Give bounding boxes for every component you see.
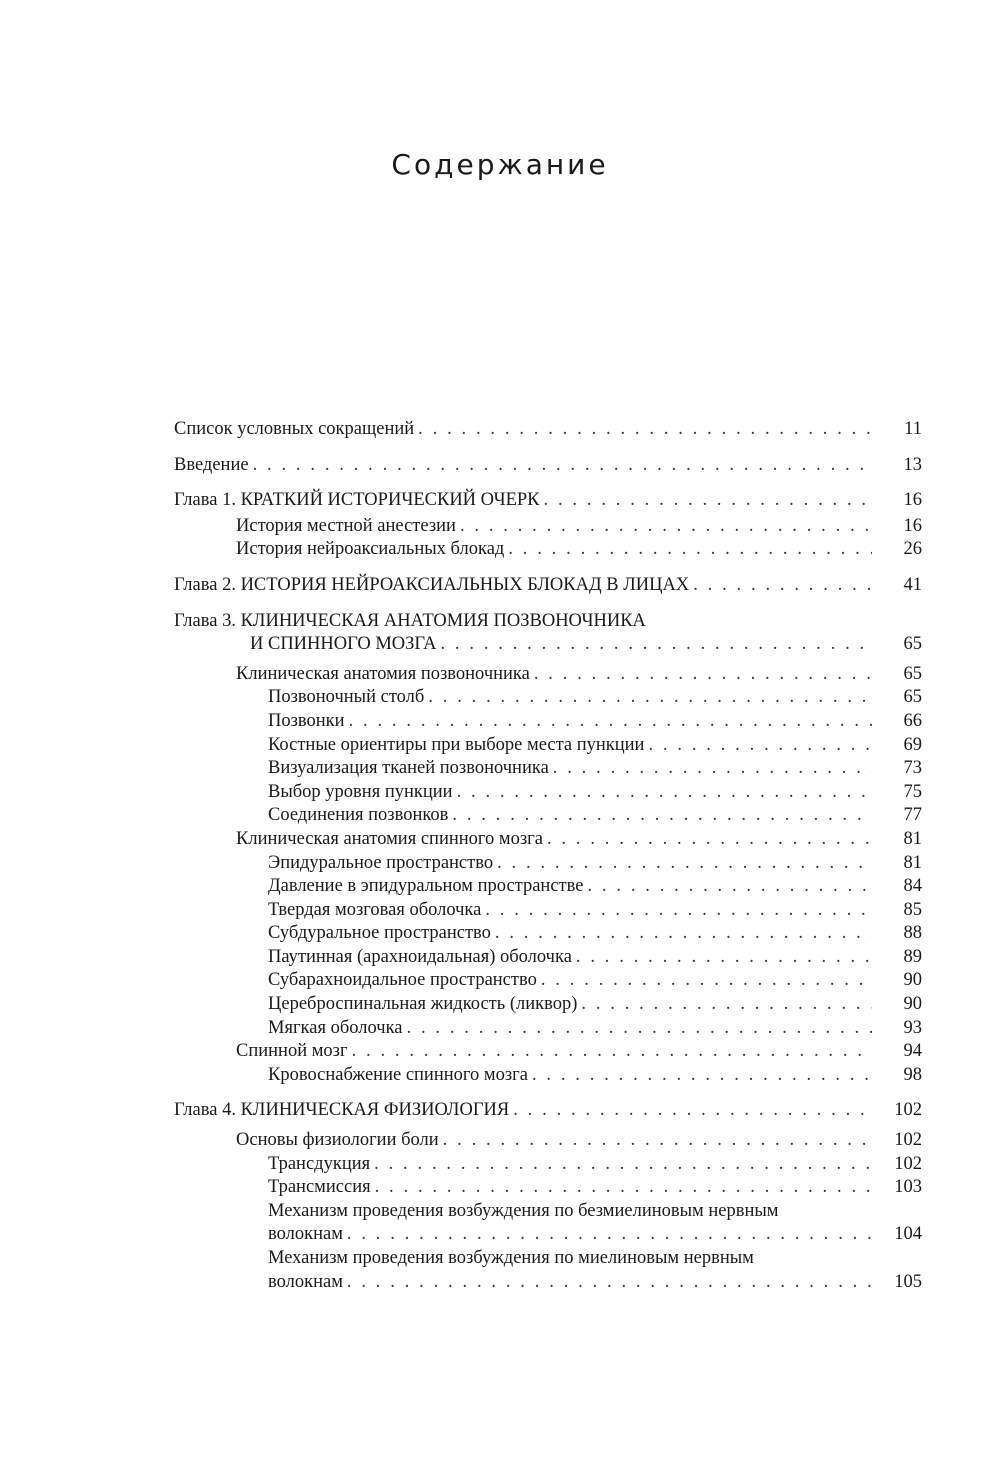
toc-subsection[interactable] bbox=[174, 969, 922, 993]
dot-leader bbox=[648, 734, 872, 758]
toc-page-number: 66 bbox=[903, 710, 922, 731]
dot-leader bbox=[513, 1099, 872, 1123]
toc-page-number: 81 bbox=[903, 852, 922, 873]
toc-page-number: 65 bbox=[903, 687, 922, 708]
dot-leader bbox=[485, 899, 872, 923]
toc-section[interactable] bbox=[174, 538, 922, 562]
toc-page-number: 104 bbox=[894, 1224, 922, 1245]
toc-subsection[interactable] bbox=[174, 781, 922, 805]
toc-subsection[interactable] bbox=[174, 875, 922, 899]
toc-page-number: 102 bbox=[894, 1100, 922, 1121]
toc-page-number: 102 bbox=[894, 1130, 922, 1151]
dot-leader bbox=[349, 710, 872, 734]
toc-entry-title: Кровоснабжение спинного мозга bbox=[268, 1064, 528, 1085]
toc-page-number: 77 bbox=[903, 805, 922, 826]
toc-subsection-line1[interactable] bbox=[174, 1200, 922, 1224]
toc-entry-title: Глава 3. КЛИНИЧЕСКАЯ АНАТОМИЯ ПОЗВОНОЧНИКА bbox=[174, 610, 646, 631]
toc-entry-title: Цереброспинальная жидкость (ликвор) bbox=[268, 994, 578, 1015]
dot-leader bbox=[541, 969, 872, 993]
toc-subsection[interactable] bbox=[174, 1017, 922, 1041]
toc-page-number: 73 bbox=[903, 758, 922, 779]
toc-page-number: 98 bbox=[903, 1064, 922, 1085]
toc-page-number: 94 bbox=[903, 1041, 922, 1062]
toc-page-number: 89 bbox=[903, 946, 922, 967]
toc-section[interactable] bbox=[174, 1040, 922, 1064]
toc-subsection[interactable] bbox=[174, 710, 922, 734]
dot-leader bbox=[576, 946, 872, 970]
toc-subsection[interactable] bbox=[174, 993, 922, 1017]
toc-entry-title: Соединения позвонков bbox=[268, 805, 449, 826]
toc-entry-title: Твердая мозговая оболочка bbox=[268, 899, 482, 920]
toc-section[interactable] bbox=[174, 515, 922, 539]
toc-subsection[interactable] bbox=[174, 757, 922, 781]
toc-page-number: 81 bbox=[903, 828, 922, 849]
toc-subsection[interactable] bbox=[174, 852, 922, 876]
toc-page-number: 90 bbox=[903, 970, 922, 991]
toc-chapter-1[interactable] bbox=[174, 489, 922, 513]
toc-page-number: 13 bbox=[903, 454, 922, 475]
toc-page-number: 103 bbox=[894, 1177, 922, 1198]
dot-leader bbox=[374, 1153, 872, 1177]
toc-subsection[interactable] bbox=[174, 1153, 922, 1177]
dot-leader bbox=[497, 852, 872, 876]
dot-leader bbox=[544, 489, 872, 513]
toc-page-number: 69 bbox=[903, 734, 922, 755]
toc-page-number: 11 bbox=[904, 419, 922, 439]
toc-entry-title: Клиническая анатомия позвоночника bbox=[236, 663, 530, 684]
dot-leader bbox=[581, 993, 872, 1017]
toc-subsection-line1[interactable] bbox=[174, 1247, 922, 1271]
toc-entry-title: История местной анестезии bbox=[236, 515, 456, 536]
toc-subsection[interactable] bbox=[174, 922, 922, 946]
toc-entry-title: Позвоночный столб bbox=[268, 687, 425, 708]
dot-leader bbox=[547, 828, 872, 852]
toc-entry-title: Механизм проведения возбуждения по миелиновым нервным bbox=[268, 1248, 754, 1268]
dot-leader bbox=[443, 1129, 872, 1153]
dot-leader bbox=[428, 686, 872, 710]
dot-leader bbox=[534, 663, 872, 687]
dot-leader bbox=[532, 1064, 872, 1088]
dot-leader bbox=[460, 515, 872, 539]
toc-page-number: 75 bbox=[903, 781, 922, 802]
toc-entry-title: Субарахноидальное пространство bbox=[268, 970, 537, 991]
toc-section[interactable] bbox=[174, 663, 922, 687]
toc-page-number: 65 bbox=[903, 634, 922, 655]
toc-entry-title: Список условных сокращений bbox=[174, 419, 415, 439]
toc-page-number: 41 bbox=[903, 574, 922, 595]
toc-page-number: 16 bbox=[903, 490, 922, 511]
toc-page-number: 26 bbox=[903, 539, 922, 560]
toc-entry-title: Костные ориентиры при выборе места пункции bbox=[268, 734, 645, 755]
dot-leader bbox=[375, 1176, 872, 1200]
dot-leader bbox=[553, 757, 872, 781]
dot-leader bbox=[440, 633, 872, 657]
dot-leader bbox=[253, 454, 872, 478]
toc-entry-title: Мягкая оболочка bbox=[268, 1017, 403, 1038]
toc-chapter-3-line1[interactable] bbox=[174, 610, 922, 634]
toc-entry-title: Трансмиссия bbox=[268, 1177, 371, 1198]
dot-leader bbox=[407, 1017, 873, 1041]
toc-subsection[interactable] bbox=[174, 804, 922, 828]
dot-leader bbox=[457, 781, 872, 805]
toc-subsection-line2[interactable] bbox=[174, 1223, 922, 1247]
toc-page-number: 88 bbox=[903, 923, 922, 944]
dot-leader bbox=[693, 574, 872, 598]
toc-section[interactable] bbox=[174, 828, 922, 852]
toc-entry-title: Субдуральное пространство bbox=[268, 923, 491, 944]
toc-subsection[interactable] bbox=[174, 1064, 922, 1088]
toc-page-number: 102 bbox=[894, 1153, 922, 1174]
toc-page-number: 85 bbox=[903, 899, 922, 920]
toc-section[interactable] bbox=[174, 1129, 922, 1153]
toc-subsection[interactable] bbox=[174, 946, 922, 970]
toc-page-number: 105 bbox=[894, 1271, 922, 1292]
toc-entry-title: Основы физиологии боли bbox=[236, 1130, 439, 1151]
toc-subsection[interactable] bbox=[174, 686, 922, 710]
toc-entry-intro[interactable] bbox=[174, 454, 922, 478]
dot-leader bbox=[347, 1271, 872, 1295]
toc-entry-title: Введение bbox=[174, 454, 249, 475]
dot-leader bbox=[508, 538, 872, 562]
toc-page-number: 84 bbox=[903, 876, 922, 897]
toc-page-number: 93 bbox=[903, 1017, 922, 1038]
toc-entry-title: волокнам bbox=[268, 1224, 343, 1245]
toc-subsection[interactable] bbox=[174, 1176, 922, 1200]
toc-subsection-line2[interactable] bbox=[174, 1271, 922, 1295]
toc-chapter-2[interactable] bbox=[174, 574, 922, 598]
toc-entry-title: Давление в эпидуральном пространстве bbox=[268, 876, 584, 897]
toc-entry-abbreviations[interactable] bbox=[174, 418, 922, 442]
toc-entry-title: Трансдукция bbox=[268, 1153, 371, 1174]
dot-leader bbox=[352, 1040, 872, 1064]
toc-page-number: 65 bbox=[903, 663, 922, 684]
toc-entry-title: И СПИННОГО МОЗГА bbox=[250, 634, 437, 655]
toc-page-number: 16 bbox=[903, 515, 922, 536]
toc-entry-title: Паутинная (арахноидальная) оболочка bbox=[268, 946, 572, 967]
toc-entry-title: История нейроаксиальных блокад bbox=[236, 539, 505, 560]
toc-entry-title: Глава 4. КЛИНИЧЕСКАЯ ФИЗИОЛОГИЯ bbox=[174, 1100, 510, 1121]
toc-subsection[interactable] bbox=[174, 899, 922, 923]
toc-page-number: 90 bbox=[903, 994, 922, 1015]
dot-leader bbox=[495, 922, 872, 946]
table-of-contents bbox=[174, 418, 922, 1294]
toc-subsection[interactable] bbox=[174, 734, 922, 758]
dot-leader bbox=[418, 418, 872, 442]
toc-entry-title: Глава 1. КРАТКИЙ ИСТОРИЧЕСКИЙ ОЧЕРК bbox=[174, 490, 540, 511]
toc-entry-title: Эпидуральное пространство bbox=[268, 852, 494, 873]
toc-entry-title: Позвонки bbox=[268, 710, 345, 731]
dot-leader bbox=[452, 804, 872, 828]
toc-entry-title: Спинной мозг bbox=[236, 1041, 348, 1062]
dot-leader bbox=[347, 1223, 872, 1247]
toc-chapter-4[interactable] bbox=[174, 1099, 922, 1123]
toc-entry-title: Визуализация тканей позвоночника bbox=[268, 758, 549, 779]
toc-chapter-3-line2[interactable] bbox=[174, 633, 922, 657]
toc-entry-title: Глава 2. ИСТОРИЯ НЕЙРОАКСИАЛЬНЫХ БЛОКАД В ЛИЦАХ bbox=[174, 574, 690, 595]
toc-entry-title: Клиническая анатомия спинного мозга bbox=[236, 828, 543, 849]
dot-leader bbox=[587, 875, 872, 899]
page-title: Содержание bbox=[391, 148, 609, 181]
toc-entry-title: Выбор уровня пункции bbox=[268, 781, 453, 802]
toc-entry-title: Механизм проведения возбуждения по безмиелиновым нервным bbox=[268, 1200, 779, 1221]
toc-entry-title: волокнам bbox=[268, 1271, 343, 1292]
